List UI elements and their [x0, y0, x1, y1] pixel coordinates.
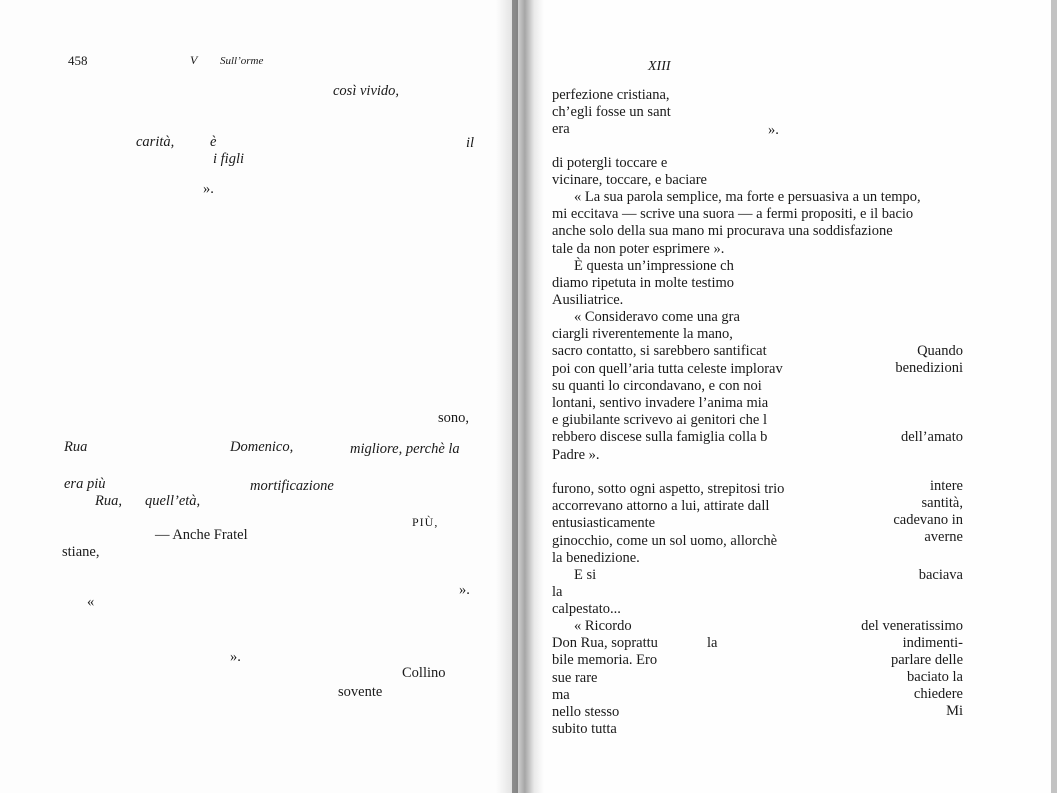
paragraph-3	[552, 189, 962, 258]
text-line: furono, sotto ogni aspetto, strepitosi trio	[552, 481, 785, 497]
text-line: tale da non poter esprimere ».	[552, 240, 725, 257]
mid-fragment: la	[707, 635, 718, 651]
text-line: « Consideravo come una gra	[574, 309, 740, 325]
right-fragment: Quando	[917, 343, 963, 359]
right-fragment: baciava	[918, 567, 963, 583]
fragment: PIÙ,	[412, 515, 439, 529]
text-line: rebbero discese sulla famiglia colla b	[552, 429, 768, 446]
text-line: ciargli riverentemente la mano,	[552, 326, 733, 343]
text-line: « Ricordo	[574, 618, 632, 634]
right-fragment: indimenti-	[902, 635, 963, 651]
fragment: quell’età,	[145, 493, 201, 509]
chapter-title: XIII	[648, 59, 671, 74]
paragraph-2	[552, 155, 962, 189]
fragment: — Anche Fratel	[155, 527, 248, 543]
paragraph-1	[552, 87, 962, 139]
fragment: i figli	[213, 151, 245, 167]
text-line: vicinare, toccare, e baciare	[552, 172, 707, 189]
text-line: e giubilante scrivevo ai genitori che l	[552, 412, 768, 429]
text-line: era	[552, 121, 570, 138]
fragment: Domenico,	[230, 439, 294, 455]
right-fragment: benedizioni	[895, 360, 963, 376]
text-line: perfezione cristiana,	[552, 87, 670, 103]
text-line: bile memoria. Ero	[552, 652, 658, 669]
fragment: migliore, perchè la	[350, 441, 460, 457]
text-line: Don Rua, soprattu	[552, 635, 658, 652]
right-fragment: chiedere	[913, 686, 963, 702]
text-line: ginocchio, come un sol uomo, allorchè	[552, 532, 778, 549]
left-page	[0, 0, 512, 793]
fragment: «	[87, 594, 95, 610]
text-line: sue rare	[552, 669, 598, 686]
paragraph-4	[552, 258, 962, 310]
text-line: accorrevano attorno a lui, attirate dall	[552, 498, 770, 515]
fragment: così vivido,	[333, 83, 400, 99]
right-fragment: santità,	[921, 495, 963, 511]
right-fragment: dell’amato	[900, 429, 963, 445]
right-fragment: cadevano in	[893, 512, 963, 528]
text-line: poi con quell’aria tutta celeste implorav	[552, 360, 783, 377]
text-line: anche solo della sua mano mi procurava una soddisfazione	[552, 223, 893, 240]
right-fragment: parlare delle	[890, 652, 963, 668]
text-line: mi eccitava — scrive una suora — a fermi propositi, e il bacio	[552, 206, 914, 223]
right-fragment: averne	[924, 529, 963, 545]
right-fragment: baciato la	[907, 669, 963, 685]
fragment: Collino	[402, 665, 446, 681]
right-fragment: del veneratissimo	[861, 618, 963, 634]
fragment: stiane,	[62, 544, 100, 560]
fragment: era più	[64, 476, 106, 492]
paragraph-6	[552, 481, 962, 619]
fragment: ».	[459, 582, 470, 598]
text-line: E si	[574, 567, 597, 584]
text-line: diamo ripetuta in molte testimo	[552, 275, 735, 292]
text-line: la benedizione.	[552, 549, 640, 566]
text-line: Padre ».	[552, 446, 600, 463]
fragment: Rua,	[95, 493, 122, 509]
text-line: « La sua parola semplice, ma forte e persuasiva a un tempo,	[574, 189, 921, 205]
text-line: calpestato...	[552, 601, 621, 618]
text-line: nello stesso	[552, 704, 620, 721]
text-line: sacro contatto, si sarebbero santificat	[552, 343, 767, 360]
closing-quote: ».	[768, 122, 779, 138]
fragment: il	[466, 135, 475, 151]
fragment: ».	[203, 181, 214, 197]
paragraph-7	[552, 618, 962, 738]
fragment: ».	[230, 649, 241, 665]
fragment: sovente	[338, 684, 383, 700]
text-line: ch’egli fosse un sant	[552, 104, 671, 121]
section-mark: V	[190, 53, 198, 67]
text-line: lontani, sentivo invadere l’anima mia	[552, 395, 769, 412]
text-line: subito tutta	[552, 721, 617, 738]
fragment: sono,	[438, 410, 470, 426]
text-line: Ausiliatrice.	[552, 292, 624, 309]
fragment: è	[210, 134, 217, 150]
text-line: la	[552, 584, 563, 601]
text-line: su quanti lo circondavano, e con noi	[552, 377, 762, 394]
text-line: di potergli toccare e	[552, 155, 668, 171]
text-line: È questa un’impressione ch	[574, 258, 734, 274]
text-line: ma	[552, 686, 570, 703]
right-fragment: intere	[929, 478, 963, 494]
running-title: Sull’orme	[220, 55, 264, 67]
page-edge	[1051, 0, 1057, 793]
text-line: entusiasticamente	[552, 515, 656, 532]
book-fold	[512, 0, 518, 793]
fragment: mortificazione	[250, 478, 334, 494]
right-fragment: Mi	[946, 703, 963, 719]
page-number: 458	[68, 53, 88, 68]
fragment: carità,	[136, 134, 175, 150]
fragment: Rua	[64, 439, 88, 455]
